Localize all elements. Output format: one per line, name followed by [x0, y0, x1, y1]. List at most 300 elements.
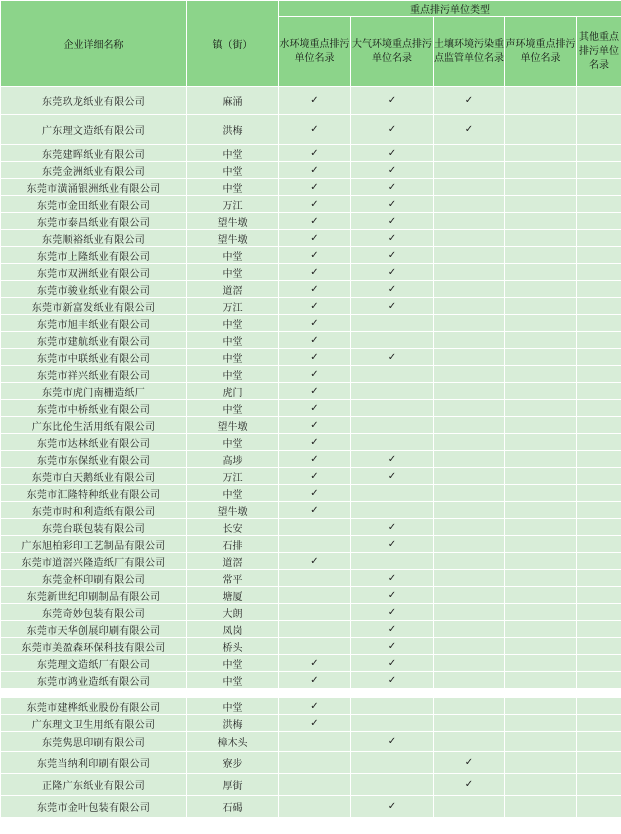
check-icon: ✓	[387, 198, 397, 210]
soil-cell	[434, 752, 505, 774]
air-cell	[351, 213, 434, 230]
other-cell	[577, 519, 621, 536]
noise-cell	[505, 383, 577, 400]
table-row	[1, 638, 621, 655]
check-icon: ✓	[310, 317, 319, 329]
noise-cell	[505, 115, 577, 145]
company-name-cell: 东莞市时和利造纸有限公司	[1, 502, 187, 519]
soil-cell	[434, 672, 505, 689]
town-cell: 中堂	[187, 655, 279, 672]
noise-cell	[505, 774, 577, 796]
soil-cell	[434, 587, 505, 604]
table-row	[1, 264, 621, 281]
soil-cell	[434, 468, 505, 485]
company-name-cell: 东莞市新富发纸业有限公司	[1, 298, 187, 315]
company-name-cell: 广东旭柏彩印工艺制品有限公司	[1, 536, 187, 553]
water-cell	[279, 145, 351, 162]
air-cell	[351, 732, 434, 752]
soil-cell	[434, 213, 505, 230]
company-name-cell: 广东比伦生活用纸有限公司	[1, 417, 187, 434]
soil-cell	[434, 604, 505, 621]
company-name-cell: 东莞玖龙纸业有限公司	[1, 87, 187, 115]
check-icon: ✓	[387, 232, 397, 244]
other-cell	[577, 732, 621, 752]
header-noise: 声环境重点排污单位名录	[505, 17, 577, 87]
check-icon: ✓	[464, 124, 474, 135]
noise-cell	[505, 400, 577, 417]
air-cell	[351, 553, 434, 570]
company-name-cell: 东莞市汇隆特种纸业有限公司	[1, 485, 187, 502]
noise-cell	[505, 502, 577, 519]
check-icon: ✓	[387, 589, 397, 601]
air-cell	[351, 264, 434, 281]
town-cell: 中堂	[187, 179, 279, 196]
noise-cell	[505, 570, 577, 587]
soil-cell	[434, 796, 505, 818]
table-row	[1, 655, 621, 672]
check-icon: ✓	[387, 249, 397, 261]
noise-cell	[505, 451, 577, 468]
check-icon: ✓	[310, 300, 319, 312]
water-cell	[279, 698, 351, 715]
air-cell	[351, 298, 434, 315]
other-cell	[577, 502, 621, 519]
company-name-cell: 东莞市白天鹅纸业有限公司	[1, 468, 187, 485]
soil-cell	[434, 179, 505, 196]
air-cell	[351, 230, 434, 247]
other-cell	[577, 698, 621, 715]
town-cell: 万江	[187, 298, 279, 315]
water-cell	[279, 655, 351, 672]
table-row	[1, 715, 621, 732]
soil-cell	[434, 417, 505, 434]
town-cell: 凤岗	[187, 621, 279, 638]
check-icon: ✓	[464, 757, 474, 768]
company-name-cell: 东莞市天华创展印刷有限公司	[1, 621, 187, 638]
other-cell	[577, 434, 621, 451]
town-cell: 中堂	[187, 315, 279, 332]
town-cell: 长安	[187, 519, 279, 536]
water-cell	[279, 587, 351, 604]
water-cell	[279, 179, 351, 196]
check-icon: ✓	[310, 402, 319, 414]
noise-cell	[505, 332, 577, 349]
town-cell: 望牛墩	[187, 213, 279, 230]
check-icon: ✓	[387, 300, 397, 312]
company-name-cell: 东莞当纳利印刷有限公司	[1, 752, 187, 774]
soil-cell	[434, 315, 505, 332]
air-cell	[351, 383, 434, 400]
air-cell	[351, 621, 434, 638]
soil-cell	[434, 196, 505, 213]
town-cell: 中堂	[187, 349, 279, 366]
town-cell: 洪梅	[187, 715, 279, 732]
air-cell	[351, 485, 434, 502]
air-cell	[351, 604, 434, 621]
town-cell: 中堂	[187, 247, 279, 264]
town-cell: 中堂	[187, 485, 279, 502]
check-icon: ✓	[310, 232, 319, 244]
other-cell	[577, 298, 621, 315]
other-cell	[577, 115, 621, 145]
water-cell	[279, 604, 351, 621]
check-icon: ✓	[310, 436, 319, 448]
other-cell	[577, 213, 621, 230]
other-cell	[577, 621, 621, 638]
town-cell: 中堂	[187, 162, 279, 179]
header-company-name: 企业详细名称	[1, 1, 187, 87]
noise-cell	[505, 587, 577, 604]
company-name-cell: 东莞市骏业纸业有限公司	[1, 281, 187, 298]
other-cell	[577, 332, 621, 349]
table-body	[1, 87, 621, 818]
air-cell	[351, 400, 434, 417]
air-cell	[351, 774, 434, 796]
other-cell	[577, 417, 621, 434]
company-name-cell: 东莞建晖纸业有限公司	[1, 145, 187, 162]
table-row	[1, 315, 621, 332]
company-name-cell: 东莞隽思印刷有限公司	[1, 732, 187, 752]
table-row	[1, 366, 621, 383]
check-icon: ✓	[310, 283, 319, 295]
noise-cell	[505, 179, 577, 196]
company-name-cell: 东莞市美盈森环保科技有限公司	[1, 638, 187, 655]
table-row	[1, 213, 621, 230]
check-icon: ✓	[387, 572, 397, 584]
noise-cell	[505, 536, 577, 553]
soil-cell	[434, 553, 505, 570]
soil-cell	[434, 774, 505, 796]
soil-cell	[434, 570, 505, 587]
check-icon: ✓	[310, 124, 319, 135]
town-cell: 中堂	[187, 332, 279, 349]
air-cell	[351, 638, 434, 655]
water-cell	[279, 87, 351, 115]
water-cell	[279, 570, 351, 587]
other-cell	[577, 400, 621, 417]
header-air: 大气环境重点排污单位名录	[351, 17, 434, 87]
noise-cell	[505, 298, 577, 315]
town-cell: 中堂	[187, 672, 279, 689]
noise-cell	[505, 434, 577, 451]
check-icon: ✓	[310, 351, 319, 363]
check-icon: ✓	[387, 283, 397, 295]
town-cell: 常平	[187, 570, 279, 587]
company-name-cell: 东莞市虎门南栅造纸厂	[1, 383, 187, 400]
company-name-cell: 东莞理文造纸厂有限公司	[1, 655, 187, 672]
table-row	[1, 115, 621, 145]
check-icon: ✓	[387, 521, 397, 533]
other-cell	[577, 774, 621, 796]
air-cell	[351, 468, 434, 485]
water-cell	[279, 672, 351, 689]
town-cell: 望牛墩	[187, 230, 279, 247]
water-cell	[279, 485, 351, 502]
table-row	[1, 162, 621, 179]
other-cell	[577, 315, 621, 332]
soil-cell	[434, 502, 505, 519]
other-cell	[577, 570, 621, 587]
company-name-cell: 东莞市金叶包装有限公司	[1, 796, 187, 818]
water-cell	[279, 519, 351, 536]
header-group: 重点排污单位类型	[279, 1, 621, 17]
noise-cell	[505, 553, 577, 570]
table-row	[1, 621, 621, 638]
soil-cell	[434, 400, 505, 417]
soil-cell	[434, 638, 505, 655]
check-icon: ✓	[387, 606, 397, 618]
other-cell	[577, 468, 621, 485]
table-row	[1, 485, 621, 502]
table-row	[1, 281, 621, 298]
check-icon: ✓	[310, 181, 319, 193]
other-cell	[577, 715, 621, 732]
air-cell	[351, 366, 434, 383]
table-row	[1, 145, 621, 162]
soil-cell	[434, 366, 505, 383]
noise-cell	[505, 519, 577, 536]
noise-cell	[505, 796, 577, 818]
soil-cell	[434, 434, 505, 451]
header-other: 其他重点排污单位名录	[577, 17, 621, 87]
company-name-cell: 广东理文造纸有限公司	[1, 115, 187, 145]
water-cell	[279, 417, 351, 434]
check-icon: ✓	[387, 470, 397, 482]
table-row	[1, 247, 621, 264]
table-row	[1, 752, 621, 774]
noise-cell	[505, 732, 577, 752]
check-icon: ✓	[310, 419, 319, 431]
header-soil: 土壤环境污染重点监管单位名录	[434, 17, 505, 87]
town-cell: 中堂	[187, 400, 279, 417]
noise-cell	[505, 349, 577, 366]
noise-cell	[505, 715, 577, 732]
other-cell	[577, 179, 621, 196]
table-row	[1, 179, 621, 196]
company-name-cell: 东莞市达林纸业有限公司	[1, 434, 187, 451]
town-cell: 寮步	[187, 752, 279, 774]
noise-cell	[505, 417, 577, 434]
check-icon: ✓	[387, 266, 397, 278]
town-cell: 大朗	[187, 604, 279, 621]
town-cell: 厚街	[187, 774, 279, 796]
noise-cell	[505, 468, 577, 485]
water-cell	[279, 264, 351, 281]
other-cell	[577, 672, 621, 689]
check-icon: ✓	[310, 334, 319, 346]
air-cell	[351, 196, 434, 213]
company-name-cell: 东莞市中桥纸业有限公司	[1, 400, 187, 417]
air-cell	[351, 502, 434, 519]
water-cell	[279, 332, 351, 349]
company-name-cell: 东莞市潢涌银洲纸业有限公司	[1, 179, 187, 196]
soil-cell	[434, 115, 505, 145]
town-cell: 石排	[187, 536, 279, 553]
water-cell	[279, 796, 351, 818]
water-cell	[279, 732, 351, 752]
other-cell	[577, 604, 621, 621]
water-cell	[279, 383, 351, 400]
noise-cell	[505, 655, 577, 672]
noise-cell	[505, 315, 577, 332]
check-icon: ✓	[310, 717, 319, 729]
town-cell: 塘厦	[187, 587, 279, 604]
soil-cell	[434, 264, 505, 281]
town-cell: 望牛墩	[187, 417, 279, 434]
water-cell	[279, 115, 351, 145]
soil-cell	[434, 485, 505, 502]
noise-cell	[505, 698, 577, 715]
other-cell	[577, 87, 621, 115]
water-cell	[279, 196, 351, 213]
check-icon: ✓	[310, 700, 319, 712]
check-icon: ✓	[310, 487, 319, 499]
water-cell	[279, 752, 351, 774]
other-cell	[577, 230, 621, 247]
water-cell	[279, 298, 351, 315]
company-name-cell: 东莞市旭丰纸业有限公司	[1, 315, 187, 332]
company-name-cell: 广东理文卫生用纸有限公司	[1, 715, 187, 732]
table-row	[1, 732, 621, 752]
noise-cell	[505, 281, 577, 298]
air-cell	[351, 179, 434, 196]
town-cell: 洪梅	[187, 115, 279, 145]
other-cell	[577, 536, 621, 553]
check-icon: ✓	[464, 779, 474, 790]
check-icon: ✓	[387, 674, 397, 686]
check-icon: ✓	[310, 555, 319, 567]
noise-cell	[505, 230, 577, 247]
soil-cell	[434, 519, 505, 536]
town-cell: 中堂	[187, 434, 279, 451]
check-icon: ✓	[387, 538, 397, 550]
water-cell	[279, 715, 351, 732]
air-cell	[351, 715, 434, 732]
other-cell	[577, 553, 621, 570]
air-cell	[351, 145, 434, 162]
other-cell	[577, 196, 621, 213]
other-cell	[577, 752, 621, 774]
table-row	[1, 502, 621, 519]
other-cell	[577, 451, 621, 468]
water-cell	[279, 315, 351, 332]
table-row	[1, 536, 621, 553]
check-icon: ✓	[387, 801, 397, 812]
town-cell: 万江	[187, 468, 279, 485]
air-cell	[351, 698, 434, 715]
check-icon: ✓	[387, 181, 397, 193]
soil-cell	[434, 698, 505, 715]
company-name-cell: 东莞金洲纸业有限公司	[1, 162, 187, 179]
noise-cell	[505, 672, 577, 689]
table-row	[1, 553, 621, 570]
other-cell	[577, 383, 621, 400]
company-name-cell: 东莞新世纪印刷制品有限公司	[1, 587, 187, 604]
noise-cell	[505, 604, 577, 621]
air-cell	[351, 434, 434, 451]
noise-cell	[505, 162, 577, 179]
soil-cell	[434, 162, 505, 179]
soil-cell	[434, 349, 505, 366]
air-cell	[351, 281, 434, 298]
air-cell	[351, 332, 434, 349]
company-name-cell: 东莞市道滘兴隆造纸厂有限公司	[1, 553, 187, 570]
table-row	[1, 587, 621, 604]
air-cell	[351, 417, 434, 434]
company-name-cell: 东莞顺裕纸业有限公司	[1, 230, 187, 247]
table-row	[1, 417, 621, 434]
check-icon: ✓	[310, 385, 319, 397]
water-cell	[279, 621, 351, 638]
town-cell: 虎门	[187, 383, 279, 400]
noise-cell	[505, 145, 577, 162]
check-icon: ✓	[310, 147, 319, 159]
water-cell	[279, 281, 351, 298]
table-row	[1, 604, 621, 621]
other-cell	[577, 349, 621, 366]
check-icon: ✓	[310, 95, 319, 106]
check-icon: ✓	[387, 623, 397, 635]
table-row	[1, 434, 621, 451]
other-cell	[577, 796, 621, 818]
soil-cell	[434, 87, 505, 115]
header-water: 水环境重点排污单位名录	[279, 17, 351, 87]
check-icon: ✓	[310, 470, 319, 482]
other-cell	[577, 587, 621, 604]
check-icon: ✓	[387, 164, 397, 176]
table-row	[1, 87, 621, 115]
water-cell	[279, 638, 351, 655]
soil-cell	[434, 298, 505, 315]
check-icon: ✓	[310, 674, 319, 686]
section-gap	[1, 689, 621, 698]
other-cell	[577, 162, 621, 179]
town-cell: 道滘	[187, 281, 279, 298]
town-cell: 望牛墩	[187, 502, 279, 519]
noise-cell	[505, 366, 577, 383]
table-row	[1, 400, 621, 417]
soil-cell	[434, 536, 505, 553]
company-name-cell: 东莞市建桦纸业股份有限公司	[1, 698, 187, 715]
water-cell	[279, 213, 351, 230]
company-name-cell: 东莞市鸿业造纸有限公司	[1, 672, 187, 689]
check-icon: ✓	[387, 215, 397, 227]
noise-cell	[505, 87, 577, 115]
town-cell: 万江	[187, 196, 279, 213]
other-cell	[577, 655, 621, 672]
town-cell: 中堂	[187, 698, 279, 715]
other-cell	[577, 145, 621, 162]
air-cell	[351, 655, 434, 672]
air-cell	[351, 451, 434, 468]
town-cell: 中堂	[187, 145, 279, 162]
company-name-cell: 东莞金杯印刷有限公司	[1, 570, 187, 587]
soil-cell	[434, 451, 505, 468]
table-row	[1, 230, 621, 247]
air-cell	[351, 162, 434, 179]
air-cell	[351, 752, 434, 774]
air-cell	[351, 315, 434, 332]
company-name-cell: 东莞市祥兴纸业有限公司	[1, 366, 187, 383]
table-row	[1, 349, 621, 366]
water-cell	[279, 247, 351, 264]
air-cell	[351, 672, 434, 689]
company-name-cell: 东莞台联包装有限公司	[1, 519, 187, 536]
water-cell	[279, 434, 351, 451]
other-cell	[577, 366, 621, 383]
soil-cell	[434, 230, 505, 247]
check-icon: ✓	[387, 124, 397, 135]
